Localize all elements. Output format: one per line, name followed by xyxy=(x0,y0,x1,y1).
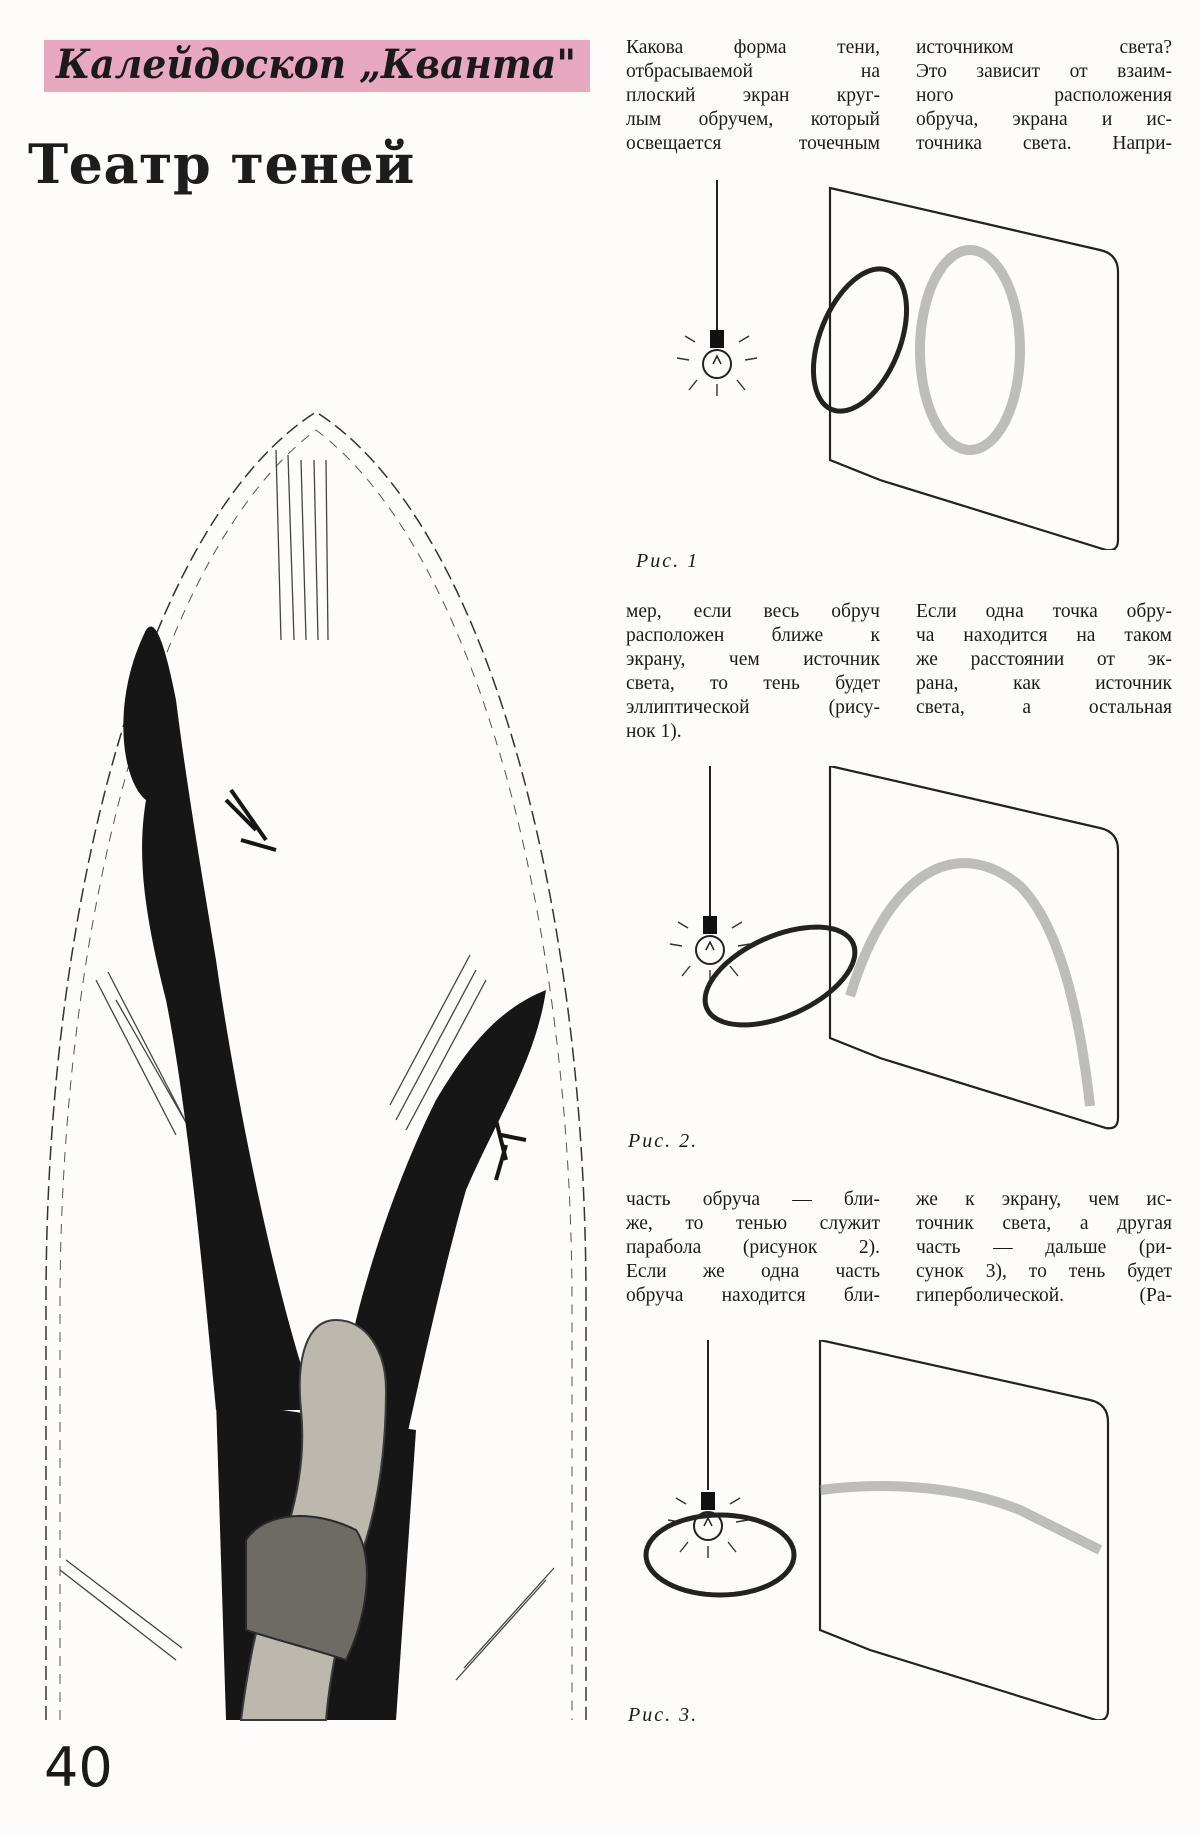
projection-screen xyxy=(830,188,1118,550)
light-bulb-icon xyxy=(668,1492,748,1558)
shadow-arm-left xyxy=(123,626,316,1410)
paragraph-6: же к экрану, чем ис- точник света, а другая часть — дальше (ри- сунок 3), то тень будет гиперболической. (Ра- xyxy=(916,1189,1172,1306)
paragraph-1: Какова форма тени, отбрасываемой на плоский экран круг- лым обручем, который освещается точечным xyxy=(626,37,880,154)
figure-3-caption: Рис. 3. xyxy=(628,1704,699,1726)
paragraph-3: мер, если весь обруч расположен ближе к экрану, чем источник света, то тень будет эллиптической (рису- нок 1). xyxy=(626,601,880,742)
rubric-handwritten-title xyxy=(52,30,592,120)
light-bulb-icon xyxy=(677,330,757,396)
page-number: 40 xyxy=(44,1736,113,1799)
rubric-text: Калейдоскоп „Кванта" xyxy=(55,41,577,88)
ribbon-left xyxy=(226,790,276,850)
paragraph-5: часть обруча — бли- же, то тенью служит парабола (рисунок 2). Если же одна часть обруча находится бли- xyxy=(626,1189,880,1306)
figure-3-hyperbola xyxy=(640,1340,1160,1720)
shadow-theatre-illustration xyxy=(26,400,606,1730)
page-title: Театр теней xyxy=(28,132,415,196)
hoop-ring xyxy=(646,1515,794,1595)
light-bulb-icon xyxy=(670,916,750,982)
figure-2-parabola xyxy=(640,766,1160,1136)
figure-2-caption: Рис. 2. xyxy=(628,1130,699,1152)
figure-1-ellipse xyxy=(640,180,1160,550)
figure-1-caption: Рис. 1 xyxy=(636,550,700,572)
paragraph-2: источником света? Это зависит от взаим- ного расположения обруча, экрана и ис- точника света. Напри- xyxy=(916,37,1172,154)
ribbon-right xyxy=(496,1120,526,1180)
paragraph-4: Если одна точка обру- ча находится на таком же расстоянии от эк- рана, как источник света, а остальная xyxy=(916,601,1172,718)
